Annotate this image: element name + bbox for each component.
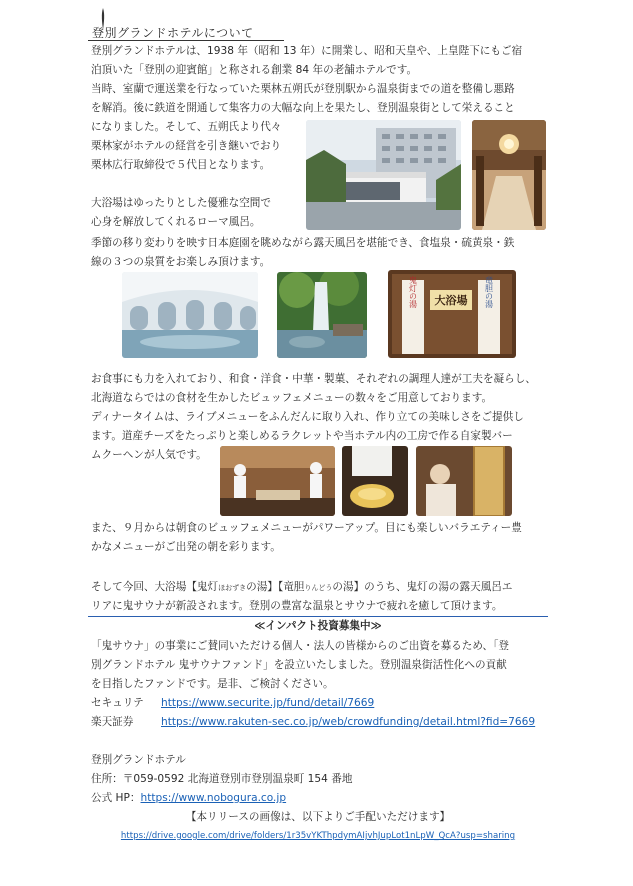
release-images-row: [88, 829, 548, 843]
hp-label: 公式 HP：: [91, 792, 141, 804]
ruby-hoozuki: ほおずき: [218, 584, 247, 592]
bath-line: 大浴場はゆったりとした優雅な空間で: [91, 197, 271, 209]
intro-line: 泊頂いた「登別の迎賓館」と称される創業 84 年の老舗ホテルです。: [91, 64, 418, 76]
raclette-cheese-photo: [342, 446, 408, 516]
investment-line: 別グランドホテル 鬼サウナファンド」を設立いたしました。登別温泉街活性化への貢献: [91, 659, 507, 671]
food-line: お食事にも力を入れており、和食・洋食・中華・製菓、それぞれの調理人達が工夫を凝らし、: [91, 373, 536, 385]
bath-line: 線の３つの泉質をお楽しみ頂けます。: [91, 256, 271, 268]
breakfast-line: かなメニューがご出発の朝を彩ります。: [91, 541, 281, 553]
section-divider: [88, 616, 548, 617]
hotel-name: 登別グランドホテル: [91, 754, 186, 766]
bath-line: 心身を解放してくれるローマ風呂。: [91, 216, 261, 228]
roman-bath-photo: [122, 272, 258, 358]
investment-line: 「鬼サウナ」の事業にご賛同いただける個人・法人の皆様からのご出資を募るため、「登: [91, 640, 510, 652]
section-heading: 登別グランドホテルについて: [92, 26, 254, 40]
intro-line: 当時、室蘭で運送業を行なっていた栗林五朔氏が登別駅から温泉街までの道を整備し悪路: [91, 83, 515, 95]
intro-line: になりました。そして、五朔氏より代々: [91, 121, 282, 133]
drive-link[interactable]: https://drive.google.com/drive/folders/1r35vYKThpdymAIjvhJupLot1nLpW_QcA?usp=sharing: [120, 831, 516, 841]
food-line: ます。道産チーズをたっぷりと楽しめるラクレットや当ホテル内の工房で作る自家製バー: [91, 430, 513, 442]
intro-line: 栗林家がホテルの経営を引き継いでおり: [91, 140, 282, 152]
bath-entrance-curtain-photo: [388, 270, 516, 358]
food-line: ムクーヘンが人気です。: [91, 449, 207, 461]
intro-line: 登別グランドホテルは、1938 年（昭和 13 年）に開業し、昭和天皇や、上皇陛下にもご宿: [91, 45, 523, 57]
intro-line: を解消。後に鉄道を開通して集客力の大幅な向上を果たし、登別温泉街として栄えること: [91, 102, 515, 114]
securite-label: セキュリテ: [91, 697, 144, 709]
curtain-left-label: 鬼灯の湯: [408, 276, 418, 308]
investment-line: を目指したファンドです。是非、ご検討ください。: [91, 678, 334, 690]
ruby-rindou: りんどう: [304, 584, 333, 592]
investment-title: ≪インパクト投資募集中≫: [254, 620, 382, 632]
rakuten-row: [91, 715, 593, 729]
food-line: 北海道ならではの食材を生かしたビュッフェメニューの数々をご用意しております。: [91, 392, 493, 404]
hotel-address: 住所：〒059-0592 北海道登別市登別温泉町 154 番地: [91, 773, 353, 785]
food-line: ディナータイムは、ライブメニューをふんだんに取り入れ、作り立ての美味しさをご提供し: [91, 411, 524, 423]
curtain-sign-label: 大浴場: [434, 294, 468, 307]
hp-link[interactable]: https://www.nobogura.co.jp: [140, 792, 287, 804]
hotel-exterior-photo: [306, 120, 461, 230]
heading-underline: [88, 40, 284, 41]
rakuten-link[interactable]: https://www.rakuten-sec.co.jp/web/crowdfunding/detail.html?fid=7669: [161, 716, 536, 728]
bath-line: 季節の移り変わりを映す日本庭園を眺めながら露天風呂を堪能でき、食塩泉・硫黄泉・鉄: [91, 237, 515, 249]
sauna-line: リアに鬼サウナが新設されます。登別の豊富な温泉とサウナで疲れを癒して頂けます。: [91, 600, 503, 612]
curtain-right-label: 竜胆の湯: [484, 276, 494, 308]
securite-row: [91, 696, 593, 710]
release-images-title: 【本リリースの画像は、以下よりご手配いただけます】: [185, 811, 451, 823]
baumkuchen-workshop-photo: [416, 446, 512, 516]
hotel-hp-row: [91, 791, 593, 805]
hotel-lobby-photo: [472, 120, 546, 230]
breakfast-line: また、９月からは朝食のビュッフェメニューがパワーアップ。目にも楽しいバラエティー豊: [91, 522, 522, 534]
rakuten-label: 楽天証券: [91, 716, 134, 728]
securite-link[interactable]: https://www.securite.jp/fund/detail/7669: [161, 697, 375, 709]
sauna-line: そして今回、大浴場【鬼灯ほおずきの湯】【竜胆りんどうの湯】のうち、鬼灯の湯の露天風呂エ: [91, 581, 513, 593]
intro-line: 栗林広行取締役で５代目となります。: [91, 159, 271, 171]
chefs-live-kitchen-photo: [220, 446, 335, 516]
garden-open-air-bath-photo: [277, 272, 367, 358]
